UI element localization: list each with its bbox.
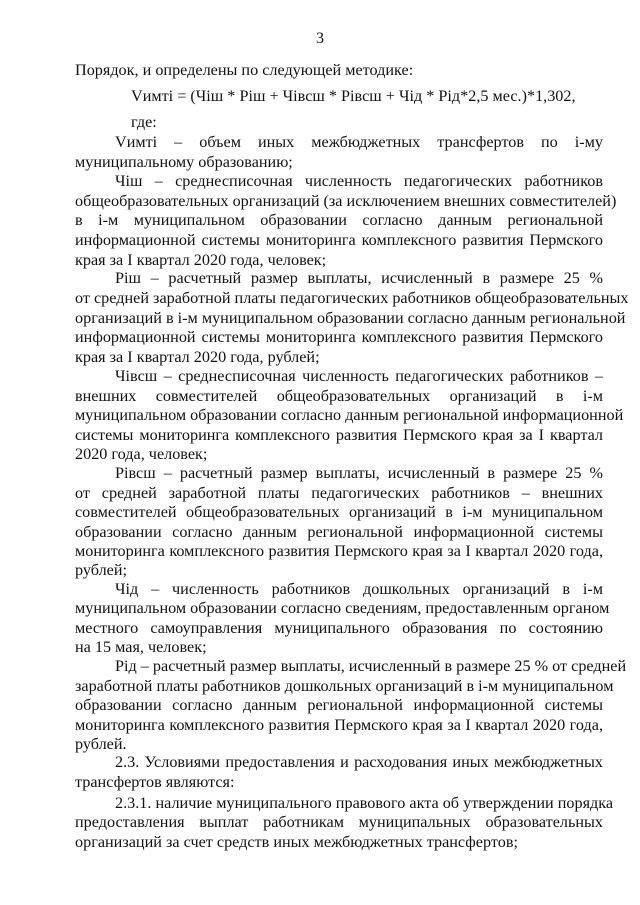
text-line: Рiш – расчетный размер выплаты, исчисленный в размере 25 % [115, 269, 603, 287]
text-line: Чiш – среднесписочная численность педагогических работников [115, 172, 603, 190]
page-number: 3 [316, 30, 324, 47]
text-line: совместителей общеобразовательных организаций в i-м муниципальном [75, 503, 603, 521]
text-line: 2.3.1. наличие муниципального правового акта об утверждении порядка [115, 794, 614, 812]
text-line: муниципальном образовании согласно данным региональной информационной [75, 406, 624, 424]
text-line: внешних совместителей общеобразовательных организаций в i-м [75, 387, 603, 405]
text-line: рублей. [75, 735, 127, 753]
text-line: на 15 мая, человек; [75, 638, 207, 656]
text-line: Vимтi – объем иных межбюджетных трансфертов по i-му [115, 133, 603, 151]
text-line: Рiвсш – расчетный размер выплаты, исчисленный в размере 25 % [115, 464, 603, 482]
text-line: рублей; [75, 561, 128, 579]
text-line: 2.3. Условиями предоставления и расходования иных межбюджетных [115, 753, 603, 771]
text-line: Чiвсш – среднесписочная численность педагогических работников – [115, 367, 603, 385]
text-line: организаций за счет средств иных межбюджетных трансфертов; [75, 833, 518, 851]
text-line: трансфертов являются: [75, 773, 235, 791]
text-line: предоставления выплат работникам муниципальных образовательных [75, 813, 603, 831]
text-line: Порядок, и определены по следующей методике: [75, 61, 414, 79]
text-line: от средней заработной платы педагогических работников – внешних [75, 484, 603, 502]
text-line: края за I квартал 2020 года, рублей; [75, 348, 320, 366]
text-line: общеобразовательных организаций (за исключением внешних совместителей) [75, 192, 617, 210]
text-line: где: [131, 113, 157, 131]
text-line: информационной системы мониторинга комплексного развития Пермского [75, 231, 603, 249]
text-line: заработной платы работников дошкольных организаций в i-м муниципальном [75, 677, 614, 695]
text-line: образовании согласно данным региональной информационной системы [75, 523, 603, 541]
text-line: информационной системы мониторинга комплексного развития Пермского [75, 328, 603, 346]
text-line: муниципальному образованию; [75, 153, 293, 171]
text-line: от средней заработной платы педагогических работников общеобразовательных [75, 289, 629, 307]
text-line: образовании согласно данным региональной информационной системы [75, 696, 603, 714]
text-line: края за I квартал 2020 года, человек; [75, 251, 327, 269]
text-line: мониторинга комплексного развития Пермского края за I квартал 2020 года, [75, 542, 603, 560]
text-line: организаций в i-м муниципальном образовании согласно данным региональной [75, 309, 626, 327]
text-line: системы мониторинга комплексного развития Пермского края за I квартал [75, 426, 603, 444]
text-line: в i-м муниципальном образовании согласно данным региональной [75, 211, 603, 229]
formula-line: Vимтi = (Чiш * Рiш + Чiвсш * Рiвсш + Чiд * Рiд*2,5 мес.)*1,302, [131, 87, 576, 105]
text-line: Чiд – численность работников дошкольных организаций в i-м [115, 580, 603, 598]
text-line: Рiд – расчетный размер выплаты, исчисленный в размере 25 % от средней [115, 657, 627, 675]
text-line: мониторинга комплексного развития Пермского края за I квартал 2020 года, [75, 716, 603, 734]
text-line: 2020 года, человек; [75, 445, 208, 463]
text-line: местного самоуправления муниципального образования по состоянию [75, 619, 603, 637]
text-line: муниципальном образовании согласно сведениям, предоставленным органом [75, 599, 610, 617]
